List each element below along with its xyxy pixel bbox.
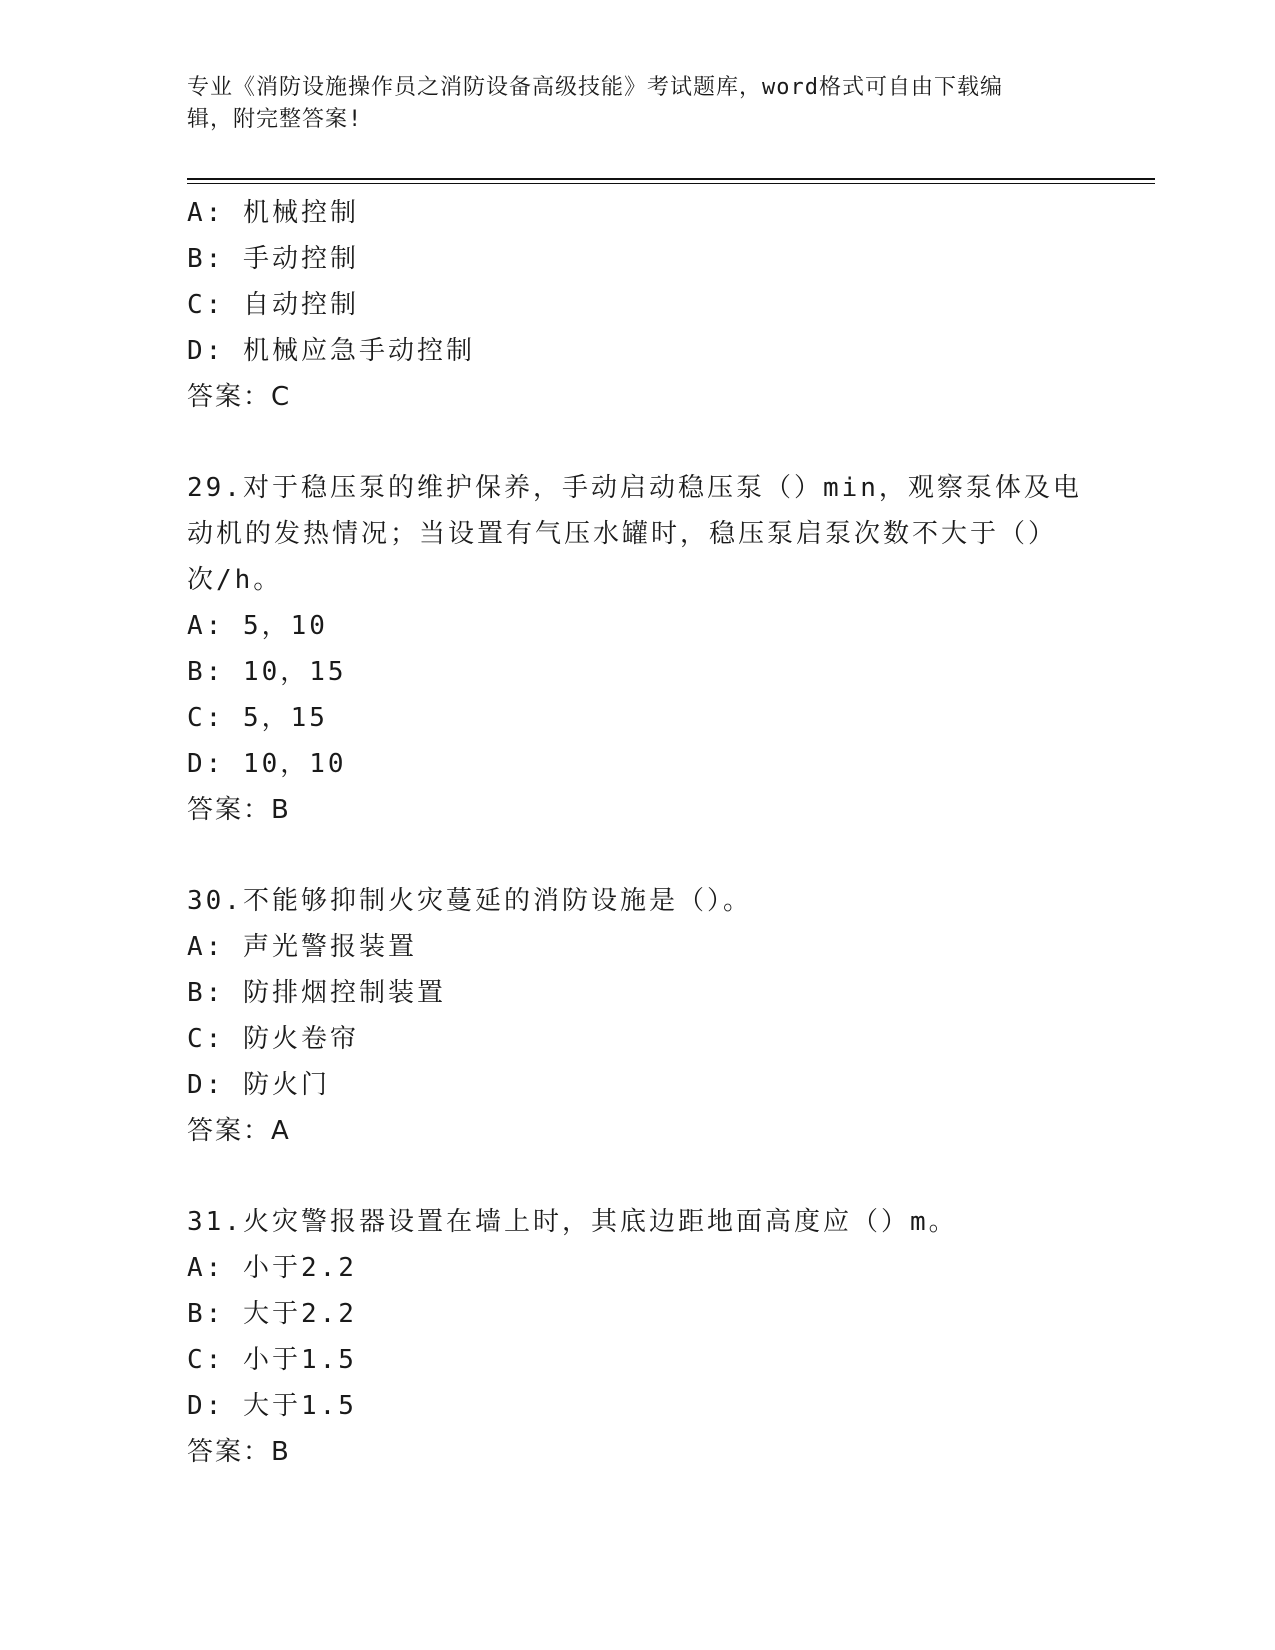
- option-c: C: 小于1.5: [187, 1345, 357, 1375]
- option-a: A: 小于2.2: [187, 1253, 357, 1283]
- option-a: A: 5，10: [187, 611, 328, 641]
- option-d: D: 大于1.5: [187, 1391, 357, 1421]
- answer: 答案：C: [187, 382, 292, 412]
- question-stem-line: 31.火灾警报器设置在墙上时，其底边距地面高度应（）m。: [187, 1207, 958, 1237]
- option-c: C: 5，15: [187, 703, 328, 733]
- question-list: [187, 190, 1147, 1475]
- option-d: D: 防火门: [187, 1070, 330, 1100]
- option-a: A: 声光警报装置: [187, 932, 417, 962]
- question-30: [187, 878, 1147, 1154]
- question-29: [187, 465, 1147, 833]
- header-divider-thick: [187, 178, 1155, 180]
- answer: 答案：A: [187, 1116, 291, 1146]
- option-d: D: 10，10: [187, 749, 347, 779]
- document-header: [187, 72, 1087, 136]
- question-stem-line: 30.不能够抑制火灾蔓延的消防设施是（）。: [187, 886, 752, 916]
- question-stem-line: 次/h。: [187, 565, 283, 595]
- answer: 答案：B: [187, 1437, 291, 1467]
- answer: 答案：B: [187, 795, 291, 825]
- option-b: B: 10，15: [187, 657, 347, 687]
- option-b: B: 手动控制: [187, 244, 359, 274]
- option-c: C: 自动控制: [187, 290, 359, 320]
- spacer: [187, 833, 1147, 878]
- question-28-tail: [187, 190, 1147, 420]
- header-divider-thin: [187, 183, 1155, 184]
- question-31: [187, 1199, 1147, 1475]
- option-a: A: 机械控制: [187, 198, 359, 228]
- spacer: [187, 420, 1147, 465]
- option-d: D: 机械应急手动控制: [187, 336, 475, 366]
- question-stem-line: 29.对于稳压泵的维护保养，手动启动稳压泵（）min，观察泵体及电: [187, 473, 1082, 503]
- question-stem-line: 动机的发热情况；当设置有气压水罐时，稳压泵启泵次数不大于（）: [187, 519, 1058, 549]
- option-c: C: 防火卷帘: [187, 1024, 359, 1054]
- option-b: B: 大于2.2: [187, 1299, 357, 1329]
- option-b: B: 防排烟控制装置: [187, 978, 446, 1008]
- header-line-1: 专业《消防设施操作员之消防设备高级技能》考试题库，word格式可自由下载编: [187, 75, 1003, 100]
- spacer: [187, 1154, 1147, 1199]
- header-line-2: 辑，附完整答案!: [187, 107, 363, 132]
